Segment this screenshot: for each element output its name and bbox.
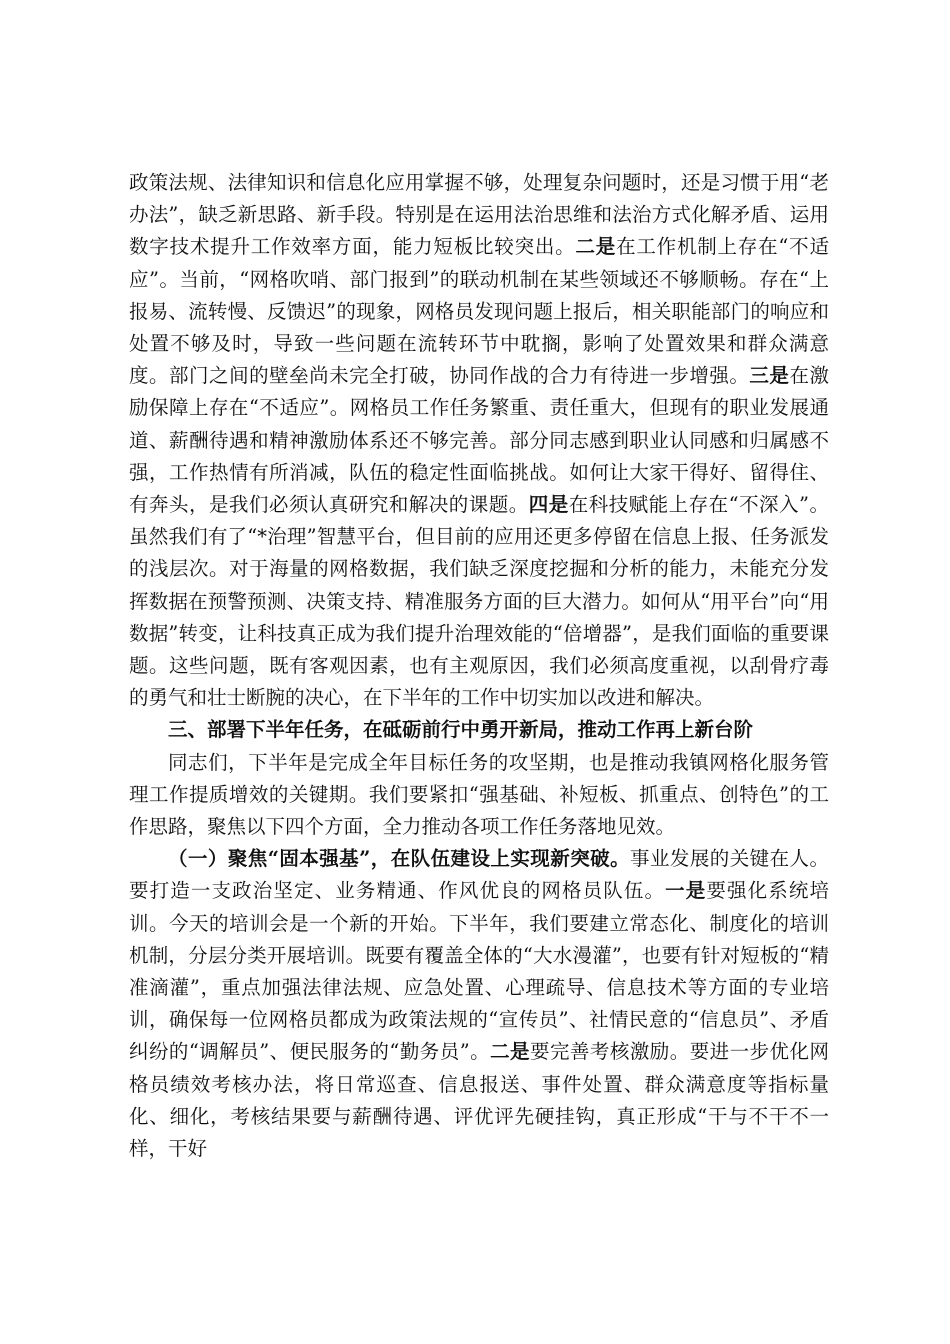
problems-marker-2: 二是 [575, 235, 617, 259]
problems-marker-4: 四是 [528, 493, 569, 517]
problems-text-1: 政策法规、法律知识和信息化应用掌握不够，处理复杂问题时，还是习惯于用“老办法”，缺乏新思路、新手段。特别是在运用法治思维和法治方式化解矛盾、运用数字技术提升工作效率方面，能力短板比较突出。 [129, 171, 829, 259]
paragraph-team-building [129, 843, 829, 1165]
paragraph-problems [129, 167, 829, 714]
section-heading-3: 三、部署下半年任务，在砥砺前行中勇开新局，推动工作再上新台阶 [168, 718, 754, 742]
team-text-3: 要完善考核激励。要进一步优化网格员绩效考核办法，将日常巡查、信息报送、事件处置、群众满意度等指标量化、细化，考核结果要与薪酬待遇、评优评先硬挂钩，真正形成“干与不干不一样，干好 [129, 1040, 829, 1161]
team-marker-1: 一是 [665, 879, 707, 903]
problems-text-2: 在工作机制上存在“不适应”。当前，“网格吹哨、部门报到”的联动机制在某些领域还不够顺畅。存在“上报易、流转慢、反馈迟”的现象，网格员发现问题上报后，相关职能部门的响应和处置不够及时，导致一些问题在流转环节中耽搁，影响了处置效果和群众满意度。部门之间的壁垒尚未完全打破，协同作战的合力有待进一步增强。 [129, 235, 829, 388]
team-marker-2: 二是 [490, 1040, 531, 1064]
paragraph-intro-tasks: 同志们，下半年是完成全年目标任务的攻坚期，也是推动我镇网格化服务管理工作提质增效的关键期。我们要紧扣“强基础、补短板、抓重点、创特色”的工作思路，聚焦以下四个方面，全力推动各项工作任务落地见效。 [129, 750, 829, 839]
team-text-2: 要强化系统培训。今天的培训会是一个新的开始。下半年，我们要建立常态化、制度化的培训机制，分层分类开展培训。既要有覆盖全体的“大水漫灌”，也要有针对短板的“精准滴灌”，重点加强法律法规、应急处置、心理疏导、信息技术等方面的专业培训，确保每一位网格员都成为政策法规的“宣传员”、社情民意的“信息员”、矛盾纠纷的“调解员”、便民服务的“勤务员”。 [129, 879, 829, 1064]
subheading-1: （一）聚焦“固本强基”，在队伍建设上实现新突破。 [168, 847, 631, 871]
team-text-1: 事业发展的关键在人。要打造一支政治坚定、业务精通、作风优良的网格员队伍。 [129, 847, 829, 903]
problems-text-3: 在激励保障上存在“不适应”。网格员工作任务繁重、责任重大，但现有的职业发展通道、薪酬待遇和精神激励体系还不够完善。部分同志感到职业认同感和归属感不强，工作热情有所消减，队伍的稳定性面临挑战。如何让大家干得好、留得住、有奔头，是我们必须认真研究和解决的课题。 [129, 364, 829, 517]
problems-text-4: 在科技赋能上存在“不深入”。虽然我们有了“*治理”智慧平台，但目前的应用还更多停留在信息上报、任务派发的浅层次。对于海量的网格数据，我们缺乏深度挖掘和分析的能力，未能充分发挥数据在预警预测、决策支持、精准服务方面的巨大潜力。如何从“用平台”向“用数据”转变，让科技真正成为我们提升治理效能的“倍增器”，是我们面临的重要课题。这些问题，既有客观因素，也有主观原因，我们必须高度重视，以刮骨疗毒的勇气和壮士断腕的决心，在下半年的工作中切实加以改进和解决。 [129, 493, 829, 710]
document-body [129, 167, 829, 1165]
problems-marker-3: 三是 [749, 364, 790, 388]
